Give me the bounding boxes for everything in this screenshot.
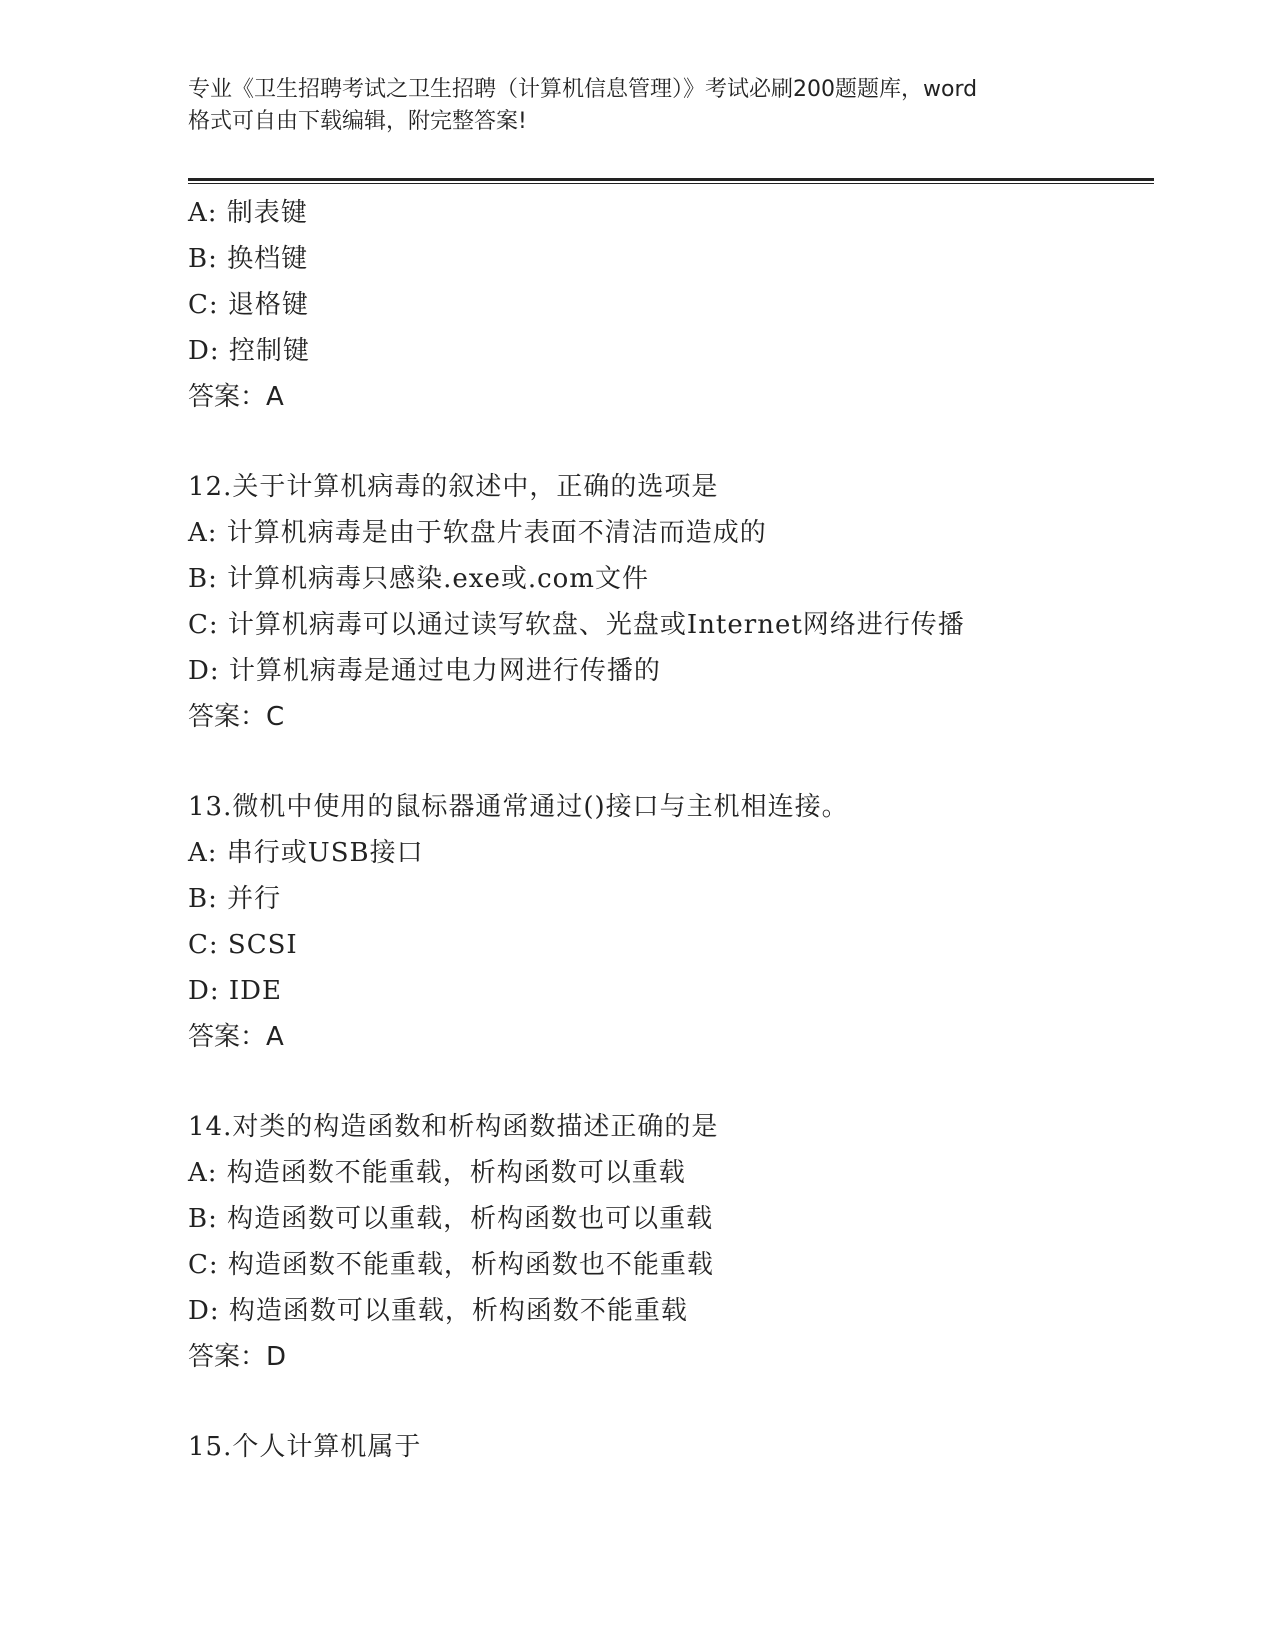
header-line-1: 专业《卫生招聘考试之卫生招聘（计算机信息管理）》考试必刷200题题库，word bbox=[188, 77, 978, 102]
question-15 bbox=[188, 1424, 1148, 1470]
spacer bbox=[188, 1380, 1148, 1424]
question-12 bbox=[188, 464, 1148, 740]
option-b: B: 换档键 bbox=[188, 244, 309, 274]
option-d: D: 构造函数可以重载，析构函数不能重载 bbox=[188, 1296, 688, 1326]
answer: 答案：D bbox=[188, 1342, 287, 1372]
option-a: A: 构造函数不能重载，析构函数可以重载 bbox=[188, 1158, 686, 1188]
option-a: A: 制表键 bbox=[188, 198, 308, 228]
question-11 bbox=[188, 190, 1148, 420]
question-text: 12.关于计算机病毒的叙述中，正确的选项是 bbox=[188, 472, 719, 502]
option-d: D: 计算机病毒是通过电力网进行传播的 bbox=[188, 656, 661, 686]
option-b: B: 并行 bbox=[188, 884, 282, 914]
option-b: B: 计算机病毒只感染.exe或.com文件 bbox=[188, 564, 649, 594]
spacer bbox=[188, 740, 1148, 784]
option-c: C: 构造函数不能重载，析构函数也不能重载 bbox=[188, 1250, 714, 1280]
header-line-2: 格式可自由下载编辑，附完整答案! bbox=[188, 109, 527, 134]
spacer bbox=[188, 420, 1148, 464]
question-13 bbox=[188, 784, 1148, 1060]
document-header bbox=[188, 74, 1088, 138]
question-text: 13.微机中使用的鼠标器通常通过()接口与主机相连接。 bbox=[188, 792, 849, 822]
option-c: C: SCSI bbox=[188, 930, 298, 960]
question-list bbox=[188, 190, 1148, 1470]
option-d: D: IDE bbox=[188, 976, 282, 1006]
answer: 答案：A bbox=[188, 1022, 284, 1052]
option-a: A: 计算机病毒是由于软盘片表面不清洁而造成的 bbox=[188, 518, 767, 548]
option-c: C: 计算机病毒可以通过读写软盘、光盘或Internet网络进行传播 bbox=[188, 610, 965, 640]
option-b: B: 构造函数可以重载，析构函数也可以重载 bbox=[188, 1204, 714, 1234]
answer: 答案：C bbox=[188, 702, 285, 732]
question-text: 14.对类的构造函数和析构函数描述正确的是 bbox=[188, 1112, 719, 1142]
header-divider-thin bbox=[188, 183, 1154, 184]
question-text: 15.个人计算机属于 bbox=[188, 1432, 422, 1462]
answer: 答案：A bbox=[188, 382, 284, 412]
question-14 bbox=[188, 1104, 1148, 1380]
option-d: D: 控制键 bbox=[188, 336, 310, 366]
header-divider-thick bbox=[188, 178, 1154, 181]
option-a: A: 串行或USB接口 bbox=[188, 838, 424, 868]
spacer bbox=[188, 1060, 1148, 1104]
option-c: C: 退格键 bbox=[188, 290, 309, 320]
